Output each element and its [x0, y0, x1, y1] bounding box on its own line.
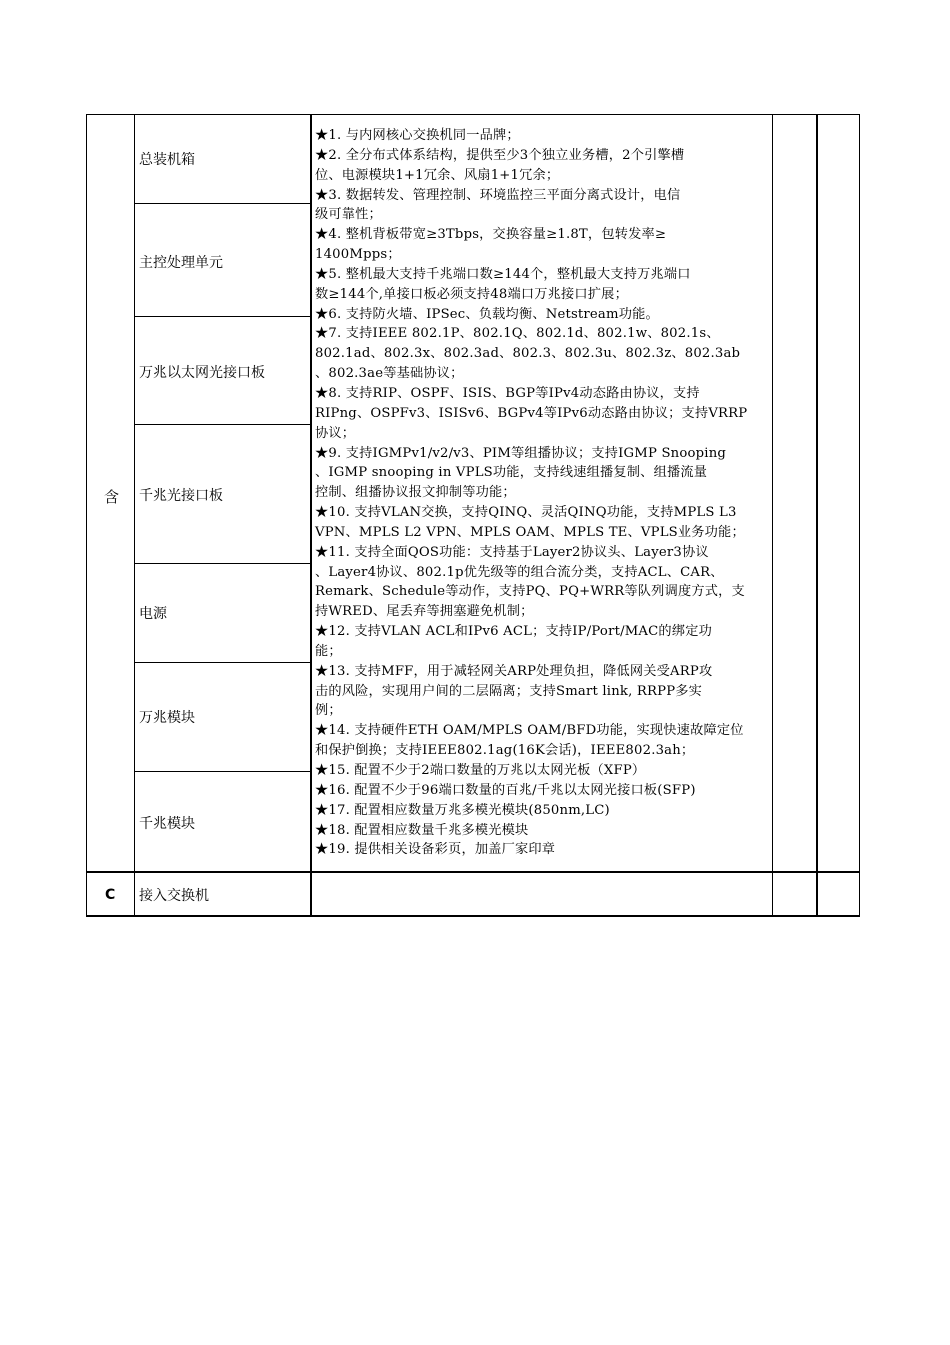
spec-line: ★16. 配置不少于96端口数量的百兆/千兆以太网光接口板(SFP) [315, 782, 696, 798]
spec-line: ★10. 支持VLAN交换，支持QINQ、灵活QINQ功能，支持MPLS L3 [315, 505, 737, 521]
section-c-label: 接入交换机 [139, 888, 209, 904]
spec-line: 和保护倒换；支持IEEE802.1ag(16K会话)，IEEE802.3ah； [315, 743, 695, 759]
table-border-right [859, 114, 860, 917]
table-border-bottom [86, 915, 860, 917]
spec-line: ★1. 与内网核心交换机同一品牌； [315, 128, 520, 143]
col-sep-1 [134, 114, 135, 917]
spec-line: 数≥144个,单接口板必须支持48端口万兆接口扩展； [315, 286, 628, 302]
item-1g-board: 千兆光接口板 [139, 488, 223, 504]
spec-line: 击的风险，实现用户间的二层隔离；支持Smart link, RRPP多实 [315, 683, 703, 699]
spec-line: RIPng、OSPFv3、ISISv6、BGPv4等IPv6动态路由协议；支持VRRP [315, 405, 748, 421]
spec-line: 802.1ad、802.3x、802.3ad、802.3、802.3u、802.3z、802.3ab [315, 346, 741, 362]
spec-line: 位、电源模块1+1冗余、风扇1+1冗余； [315, 167, 560, 183]
spec-text [315, 126, 773, 860]
spec-line: ★18. 配置相应数量千兆多模光模块 [315, 822, 529, 838]
spec-line: 能； [315, 643, 342, 659]
spec-line: 级可靠性； [315, 207, 382, 223]
spec-line: ★7. 支持IEEE 802.1P、802.1Q、802.1d、802.1w、802.1s、 [315, 326, 720, 342]
spec-line: ★9. 支持IGMPv1/v2/v3、PIM等组播协议；支持IGMP Snooping [315, 445, 727, 461]
row-sep-6 [134, 771, 311, 772]
spec-line: 、802.3ae等基础协议； [315, 366, 464, 382]
table-border-left [86, 114, 87, 917]
spec-line: Remark、Schedule等动作，支持PQ、PQ+WRR等队列调度方式，支 [315, 584, 745, 600]
row-sep-2 [134, 316, 311, 317]
spec-line: 、Layer4协议、802.1p优先级等的组合流分类，支持ACL、CAR、 [315, 564, 724, 580]
spec-line: ★8. 支持RIP、OSPF、ISIS、BGP等IPv4动态路由协议，支持 [315, 385, 700, 401]
spec-line: VPN、MPLS L2 VPN、MPLS OAM、MPLS TE、VPLS业务功能； [315, 524, 745, 540]
row-sep-5 [134, 662, 311, 663]
section-c-letter: C [105, 887, 116, 903]
spec-line: ★11. 支持全面QOS功能：支持基于Layer2协议头、Layer3协议 [315, 544, 709, 560]
group-label: 含 [104, 488, 120, 506]
row-sep-c [86, 871, 860, 873]
spec-line: 、IGMP snooping in VPLS功能，支持线速组播复制、组播流量 [315, 465, 708, 481]
spec-line: ★14. 支持硬件ETH OAM/MPLS OAM/BFD功能，实现快速故障定位 [315, 723, 744, 739]
spec-line: ★5. 整机最大支持千兆端口数≥144个，整机最大支持万兆端口 [315, 266, 691, 282]
spec-table [86, 114, 860, 917]
item-main-control: 主控处理单元 [139, 255, 223, 271]
table-border-top [86, 114, 860, 115]
col-sep-2 [310, 114, 312, 917]
spec-line: ★17. 配置相应数量万兆多模光模块(850nm,LC) [315, 802, 610, 818]
spec-line: ★13. 支持MFF，用于减轻网关ARP处理负担，降低网关受ARP攻 [315, 663, 713, 679]
row-sep-4 [134, 563, 311, 564]
item-power: 电源 [139, 606, 167, 622]
spec-line: ★2. 全分布式体系结构，提供至少3个独立业务槽，2个引擎槽 [315, 147, 685, 163]
spec-line: ★19. 提供相关设备彩页，加盖厂家印章 [315, 842, 556, 858]
spec-line: ★4. 整机背板带宽≥3Tbps，交换容量≥1.8T，包转发率≥ [315, 227, 667, 243]
spec-line: 协议； [315, 425, 356, 441]
row-sep-1 [134, 203, 311, 204]
row-sep-3 [134, 424, 311, 425]
spec-line: 控制、组播协议报文抑制等功能； [315, 485, 516, 501]
spec-line: 例； [315, 703, 342, 719]
spec-line: 1400Mpps； [315, 247, 401, 263]
spec-line: ★12. 支持VLAN ACL和IPv6 ACL；支持IP/Port/MAC的绑定功 [315, 624, 712, 640]
spec-line: 持WRED、尾丢弃等拥塞避免机制； [315, 604, 534, 620]
spec-line: ★3. 数据转发、管理控制、环境监控三平面分离式设计，电信 [315, 187, 681, 203]
item-10g-module: 万兆模块 [139, 710, 195, 726]
item-10g-board: 万兆以太网光接口板 [139, 365, 265, 381]
spec-line: ★6. 支持防火墙、IPSec、负载均衡、Netstream功能。 [315, 306, 659, 322]
spec-line: ★15. 配置不少于2端口数量的万兆以太网光板（XFP） [315, 763, 646, 778]
item-1g-module: 千兆模块 [139, 816, 195, 832]
item-chassis: 总装机箱 [139, 152, 195, 168]
col-sep-4 [816, 114, 818, 917]
